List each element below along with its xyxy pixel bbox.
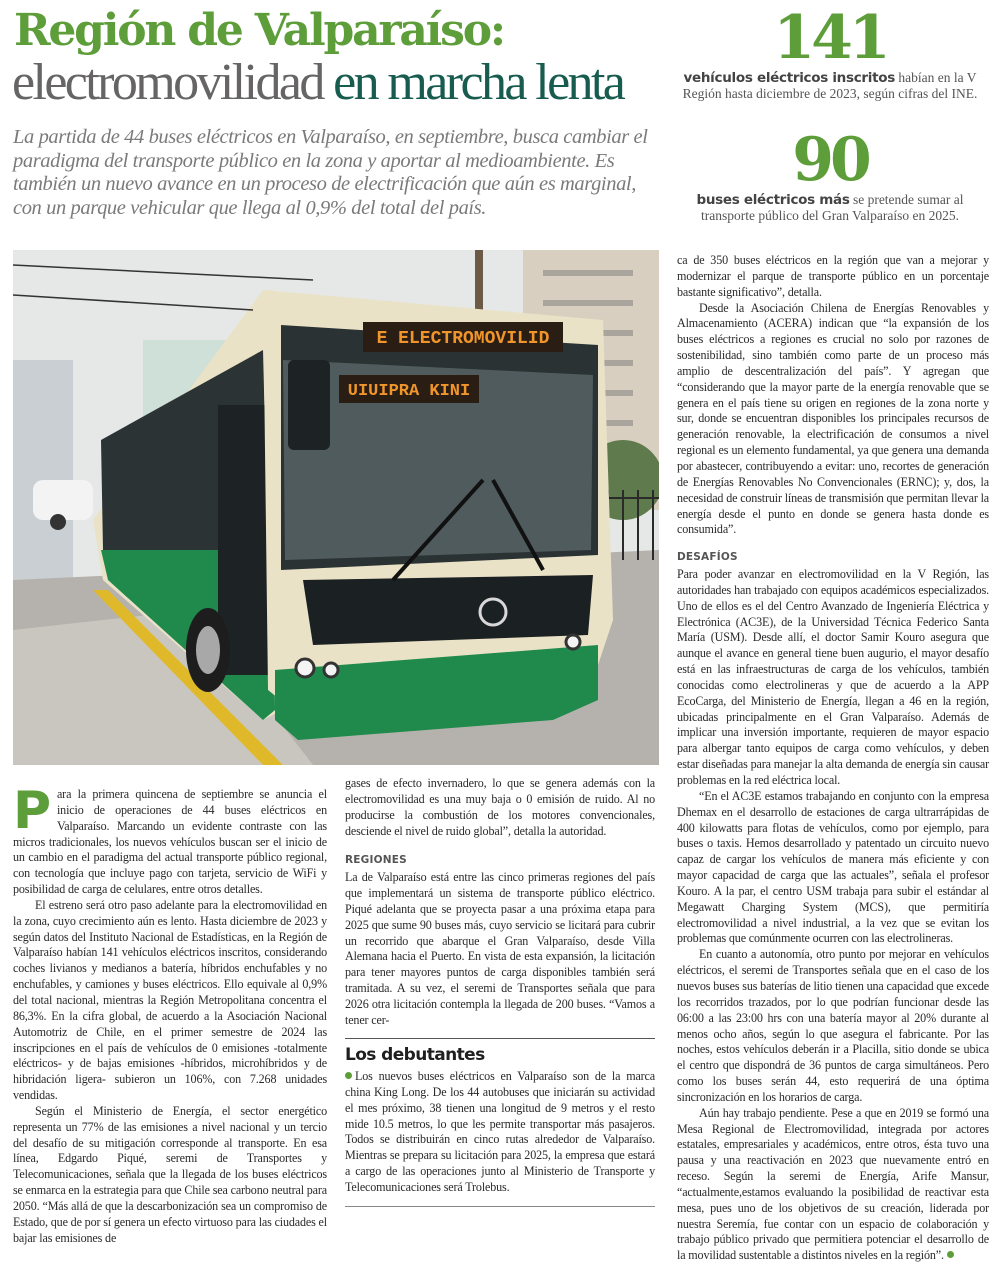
box-title: Los debutantes [345, 1045, 485, 1065]
sidebar-box-los-debutantes [345, 1038, 655, 1207]
paragraph: El estreno será otro paso adelante para la electromovilidad en la zona, cuyo crecimiento aún es lento. Hasta diciembre de 2023 y según datos del Instituto Nacional de Estadísticas, en la Región de Valparaíso habían 141 vehículos eléctricos inscritos, considerando coches livianos y medianos a batería, híbridos enchufables y no enchufables, y camiones y buses eléctricos. Ello equivale al 0,9% del total nacional, mientras la Región Metropolitana concentra el 86,3%. En la cifra global, de acuerdo a la Asociación Nacional Automotriz de Chile, en el primer semestre de 2024 las inscripciones en el país de vehículos de 0 emisiones -totalmente eléctricos- y de bajas emisiones -híbridos, microhíbridos y de hibridación ligera- subieron un 106%, con 7.268 unidades vendidas. [13, 897, 327, 1103]
stat-caption [670, 70, 990, 101]
stat-caption-bold: vehículos eléctricos inscritos [683, 70, 895, 86]
paragraph: En cuanto a autonomía, otro punto por mejorar en vehículos eléctricos, el seremi de Transportes señala que en el caso de los nuevos buses sus baterías de litio tienen una capacidad que excede los recorridos trazados, por lo que podrían funcionar desde las 06:00 a las 23:00 hrs con una batería mayor al 20% durante al menos ocho años, según lo que asegura el fabricante. Por las noches, estos vehículos deberán ir a Placilla, sitio donde se ubica el centro que dispondrá de 36 puntos de carga simultáneos. Pero como los buses serán 44, esto requerirá de una óptima sincronización en los horarios de carga. [677, 947, 989, 1104]
article-column-1 [13, 781, 327, 1246]
paragraph: La de Valparaíso está entre las cinco primeras regiones del país que implementará un sistema de transporte público eléctrico. Piqué adelanta que se proyecta pasar a una próxima etapa para 2025 que sume 90 buses más, cuyo servicio se licitará para cubrir un recorrido que abarque el Gran Valparaíso, desde Villa Alemana hacia el Puerto. En vista de esta expansión, la licitación para tener mayores puntos de carga disponibles también será tramitada. A su vez, el seremi de Transportes señala que para 2026 otra licitación contempla la llegada de 200 buses. “Vamos a tener cer- [345, 870, 655, 1027]
article-column-2 [345, 776, 655, 1029]
paragraph: gases de efecto invernadero, lo que se genera además con la electromovilidad es una muy baja o 0 emisión de ruido. Al no producirse la combustión de los motores convencionales, desciende el nivel de ruido global”, detalla la autoridad. [345, 776, 655, 838]
stat-caption [670, 192, 990, 223]
paragraph: Para la primera quincena de septiembre se anuncia el inicio de operaciones de 44 buses eléctricos en Valparaíso. Marcando un evidente contraste con las micros tradicionales, los nuevos vehículos buscan ser el inicio de un cambio en el paradigma del actual transporte público regional, con tecnología que incluye pago con tarjeta, servicio de WiFi y posibilidad de carga de celulares, entre otros detalles. [13, 781, 327, 897]
subhead-desafios: DESAFÍOS [677, 551, 738, 564]
headline-gray-part: electromovilidad [12, 54, 323, 111]
end-mark-icon [947, 1251, 954, 1258]
box-text: Los nuevos buses eléctricos en Valparaíso son de la marca china King Long. De los 44 autobuses que iniciarán su actividad el mes próximo, 38 tienen una longitud de 9 metros y el resto mide 10.5 metros, lo que les permite transportar más pasajeros. Todos se distribuirán en cinco rutas alrededor de Valparaíso. Mientras se prepara su licitación para 2025, la empresa que estará a cargo de las operaciones junto al Ministerio de Transporte y Telecomunicaciones será Trolebus. [345, 1069, 655, 1194]
paragraph: ca de 350 buses eléctricos en la región que van a mejorar y modernizar el parque de transporte público en un porcentaje bastante significativo”, detalla. [677, 253, 989, 299]
paragraph: Desde la Asociación Chilena de Energías Renovables y Almacenamiento (ACERA) indican que “la expansión de los buses eléctricos a regiones es crucial no solo por razones de sostenibilidad, sino también como parte de un proceso más amplio de descentralización del país”. Y agregan que “considerando que la mayor parte de la energía renovable que se genera en el país tiene su origen en regiones de la zona norte y sur, donde se encuentran disponibles los principales recursos de generación renovable, la electrificación de consumos a nivel regional es un elemento fundamental, ya que genera una demanda por abastecer, contribuyendo a evitar: uno, recortes de generación de Energías Renovables No Convencionales (ERNC); y, dos, la necesidad de construir líneas de transmisión que permitan llevar la energía desde el punto en donde se genera hasta donde es consumida”. [677, 300, 990, 537]
bus-illustration [13, 250, 659, 765]
article-column-3 [677, 253, 989, 1264]
stat-number: 141 [773, 3, 887, 73]
subhead-regiones: REGIONES [345, 854, 407, 867]
box-text-wrap [345, 1069, 655, 1196]
paragraph: “En el AC3E estamos trabajando en conjunto con la empresa Dhemax en el desarrollo de estaciones de carga ultrarrápidas de 400 kilowatts para flotas de vehículos, como por ejemplo, para buses o taxis. Hemos desarrollado y patentado un circuito nuevo capaz de cargar los vehículos de manera más eficiente y con mayor capacidad de carga que las actuales”, señala el profesor Kouro. A la par, el centro USM trabaja para subir el estándar al Megawatt Charging System (MCS), que permitiría electromovilidad a nivel industrial, a la vez que se evitan los problemas que comúnmente ocurren con las electrolineras. [677, 788, 989, 946]
stat-90 [670, 125, 990, 223]
paragraph: Para poder avanzar en electromovilidad en la V Región, las autoridades han trabajado con equipos académicos especializados. Uno de ellos es el del Centro Avanzado de Ingeniería Eléctrica y Electrónica (AC3E), de la Universidad Técnica Federico Santa María (USM). Desde allí, el doctor Samir Kouro asegura que aunque el avance en general tiene buen augurio, el mayor desafío está en las infraestructuras de carga de los vehículos, también conocidas como electrolineras y que de acuerdo a la APP EcoCarga, del Ministerio de Energía, llegan a 46 en la región, ubicadas principalmente en el Gran Valparaíso. Además de implicar una inversión importante, requieren de mayor espacio para albergar tanto equipos de carga como vehículos, y deben estar diseñadas para manejar la alta demanda de energía sin causar problemas en la red eléctrica local. [677, 567, 989, 787]
stat-caption-rest: habían en la V Región hasta diciembre de 2023, según cifras del INE. [682, 70, 978, 101]
headline-line-2 [12, 56, 623, 110]
sign-top-text: E ELECTROMOVILID [376, 329, 550, 349]
lead-paragraph: La partida de 44 buses eléctricos en Valparaíso, en septiembre, busca cambiar el paradigma del transporte público en la zona y aportar al medioambiente. Es también un nuevo avance en un proceso de electrificación que aún es marginal, con un parque vehicular que llega al 0,9% del total del país. [13, 126, 648, 219]
paragraph: Aún hay trabajo pendiente. Pese a que en 2019 se formó una Mesa Regional de Electromovilidad, integrada por actores estatales, empresariales y académicos, entre otros, ésta tuvo una pausa y una reactivación en 2023 que nuevamente entró en receso. Según la seremi de Energía, Arife Mansur, “actualmente,estamos evaluando la posibilidad de reactivar esta mesa, pues uno de los objetivos de su creación, liderada por nuestra Seremía, fue contar con un espacio de colaboración y trabajo público privado que permitiera potenciar el desarrollo de la movilidad sustentable a distintos niveles en la región”. [677, 1105, 989, 1263]
stat-caption-rest: se pretende sumar al transporte público del Gran Valparaíso en 2025. [700, 192, 964, 223]
bus-photo [13, 250, 659, 765]
headline-teal-part: en marcha lenta [333, 54, 624, 111]
bullet-dot-icon [345, 1072, 352, 1079]
paragraph: Según el Ministerio de Energía, el sector energético representa un 77% de las emisiones a nivel nacional y un tercio del desafío de su mitigación corresponde al transporte. En esa línea, Edgardo Piqué, seremi de Transportes y Telecomunicaciones, señala que la llegada de los buses eléctricos se enmarca en la estrategia para que Chile sea carbono neutral para 2050. “Más allá de que la descarbonización sea un compromiso de Estado, que de por sí genera un efecto virtuoso para las ciudades el bajar las emisiones de [13, 1103, 327, 1245]
stat-141 [670, 3, 990, 101]
headline-line-1: Región de Valparaíso: [14, 5, 504, 56]
stat-caption-bold: buses eléctricos más [696, 192, 850, 208]
drop-cap: P [13, 781, 51, 841]
sign-bottom-text: UIUIPRA KINI [347, 382, 471, 401]
stat-number: 90 [792, 125, 868, 195]
